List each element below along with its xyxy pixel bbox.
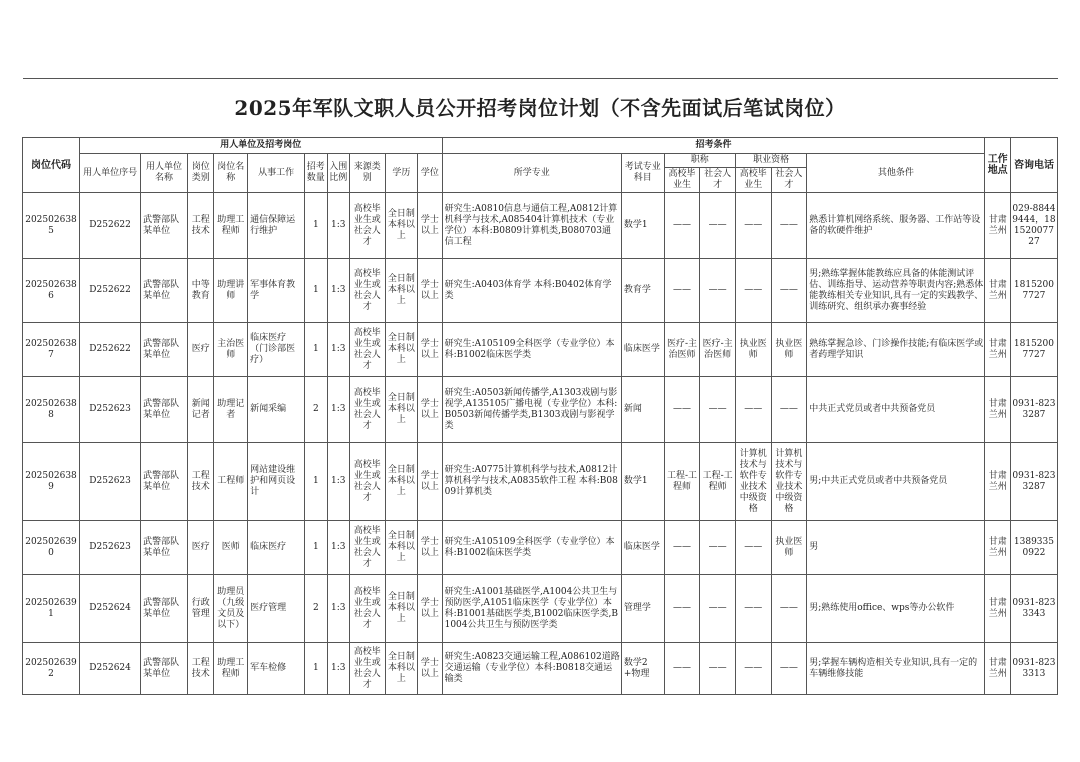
header-cert-social: 社会人才 [771,168,807,193]
cell-unit-name: 武警部队某单位 [141,323,188,377]
cell-post-name: 助理讲师 [214,259,248,323]
cell-exam: 临床医学 [621,521,664,575]
cell-other: 男;熟练使用office、wps等办公软件 [807,575,985,643]
cell-count: 1 [305,643,327,695]
cell-title-grad: —— [664,377,700,443]
cell-degree: 学士以上 [418,377,442,443]
cell-title-grad: —— [664,259,700,323]
cell-education: 全日制本科以上 [385,643,418,695]
cell-phone: 0931-8233287 [1010,443,1057,521]
table-row [23,193,1058,259]
cell-cert-grad: —— [735,575,771,643]
cell-cert-social: 执业医师 [771,323,807,377]
cell-exam: 新闻 [621,377,664,443]
table-row [23,521,1058,575]
cell-major: 研究生:A105109全科医学（专业学位）本科:B1002临床医学类 [442,323,621,377]
cell-source: 高校毕业生或社会人才 [349,377,385,443]
cell-post-type: 中等教育 [187,259,213,323]
cell-other: 熟练掌握急诊、门诊操作技能;有临床医学或者药理学知识 [807,323,985,377]
cell-unit-seq: D252624 [80,643,141,695]
cell-post-code: 2025026387 [23,323,80,377]
cell-cert-grad: —— [735,193,771,259]
cell-title-social: —— [700,193,736,259]
header-source: 来源类别 [349,154,385,193]
cell-post-name: 工程师 [214,443,248,521]
table-row [23,643,1058,695]
cell-title-social: 医疗-主治医师 [700,323,736,377]
cell-degree: 学士以上 [418,443,442,521]
cell-post-name: 助理员（九级文员及以下） [214,575,248,643]
header-count: 招考数量 [305,154,327,193]
cell-unit-seq: D252624 [80,575,141,643]
cell-unit-name: 武警部队某单位 [141,377,188,443]
cell-title-grad: —— [664,193,700,259]
header-post-type: 岗位类别 [187,154,213,193]
cell-unit-seq: D252623 [80,521,141,575]
cell-phone: 0931-8233313 [1010,643,1057,695]
cell-major: 研究生:A0503新闻传播学,A1303戏剧与影视学,A135105广播电视（专业学位）本科:B0503新闻传播学类,B1303戏剧与影视学类 [442,377,621,443]
cell-post-type: 工程技术 [187,193,213,259]
cell-title-grad: 工程-工程师 [664,443,700,521]
cell-source: 高校毕业生或社会人才 [349,259,385,323]
cell-phone: 0931-8233287 [1010,377,1057,443]
cell-post-name: 医师 [214,521,248,575]
cell-location: 甘肃兰州 [985,643,1010,695]
cell-education: 全日制本科以上 [385,377,418,443]
cell-education: 全日制本科以上 [385,323,418,377]
cell-phone: 18152007727 [1010,259,1057,323]
header-ratio: 入围比例 [327,154,349,193]
cell-title-social: —— [700,575,736,643]
cell-post-code: 2025026391 [23,575,80,643]
cell-cert-social: —— [771,575,807,643]
header-work: 从事工作 [248,154,305,193]
header-unit-name: 用人单位名称 [141,154,188,193]
cell-degree: 学士以上 [418,575,442,643]
table-row [23,443,1058,521]
table-row [23,575,1058,643]
cell-major: 研究生:A0775计算机科学与技术,A0812计算机科学与技术,A0835软件工程 本科:B0809计算机类 [442,443,621,521]
cell-cert-social: 计算机技术与软件专业技术中级资格 [771,443,807,521]
cell-degree: 学士以上 [418,193,442,259]
cell-post-code: 2025026389 [23,443,80,521]
cell-title-grad: 医疗-主治医师 [664,323,700,377]
cell-other: 熟悉计算机网络系统、服务器、工作站等设备的软硬件维护 [807,193,985,259]
cell-cert-social: 执业医师 [771,521,807,575]
cell-unit-seq: D252623 [80,377,141,443]
cell-other: 男;掌握车辆构造相关专业知识,具有一定的车辆维修技能 [807,643,985,695]
cell-ratio: 1:3 [327,443,349,521]
cell-count: 1 [305,443,327,521]
cell-post-code: 2025026392 [23,643,80,695]
cell-unit-name: 武警部队某单位 [141,259,188,323]
cell-unit-seq: D252622 [80,323,141,377]
cell-other: 男;中共正式党员或者中共预备党员 [807,443,985,521]
cell-exam: 管理学 [621,575,664,643]
header-phone: 咨询电话 [1010,138,1057,193]
cell-education: 全日制本科以上 [385,259,418,323]
header-title-social: 社会人才 [700,168,736,193]
header-title-group: 职称 [664,154,735,168]
header-degree: 学位 [418,154,442,193]
cell-source: 高校毕业生或社会人才 [349,643,385,695]
cell-post-code: 2025026390 [23,521,80,575]
cell-work: 医疗管理 [248,575,305,643]
cell-work: 临床医疗 [248,521,305,575]
cell-location: 甘肃兰州 [985,443,1010,521]
cell-location: 甘肃兰州 [985,193,1010,259]
cell-degree: 学士以上 [418,323,442,377]
cell-major: 研究生:A0810信息与通信工程,A0812计算机科学与技术,A085404计算机技术（专业学位）本科:B0809计算机类,B080703通信工程 [442,193,621,259]
cell-post-type: 工程技术 [187,443,213,521]
cell-education: 全日制本科以上 [385,443,418,521]
cell-work: 通信保障运行维护 [248,193,305,259]
cell-work: 网站建设维护和网页设计 [248,443,305,521]
cell-unit-seq: D252622 [80,259,141,323]
header-post-code: 岗位代码 [23,138,80,193]
cell-cert-grad: 计算机技术与软件专业技术中级资格 [735,443,771,521]
cell-cert-social: —— [771,193,807,259]
cell-exam: 数学2+物理 [621,643,664,695]
cell-post-name: 助理工程师 [214,643,248,695]
cell-ratio: 1:3 [327,521,349,575]
cell-ratio: 1:3 [327,643,349,695]
cell-work: 军事体育教学 [248,259,305,323]
cell-education: 全日制本科以上 [385,193,418,259]
recruitment-table [22,78,1058,695]
cell-cert-social: —— [771,259,807,323]
cell-cert-social: —— [771,377,807,443]
cell-unit-seq: D252623 [80,443,141,521]
cell-phone: 029-88449444，18152007727 [1010,193,1057,259]
cell-exam: 教育学 [621,259,664,323]
cell-degree: 学士以上 [418,259,442,323]
cell-exam: 数学1 [621,443,664,521]
header-other: 其他条件 [807,154,985,193]
cell-post-code: 2025026385 [23,193,80,259]
cell-post-name: 助理工程师 [214,193,248,259]
cell-post-type: 新闻记者 [187,377,213,443]
cell-education: 全日制本科以上 [385,521,418,575]
group-conditions: 招考条件 [442,138,985,154]
cell-post-code: 2025026388 [23,377,80,443]
table-row [23,259,1058,323]
table-row [23,323,1058,377]
cell-location: 甘肃兰州 [985,575,1010,643]
header-cert-group: 职业资格 [735,154,806,168]
cell-work: 临床医疗（门诊部医疗） [248,323,305,377]
cell-major: 研究生:A0403体育学 本科:B0402体育学类 [442,259,621,323]
cell-count: 2 [305,575,327,643]
cell-location: 甘肃兰州 [985,323,1010,377]
cell-source: 高校毕业生或社会人才 [349,193,385,259]
cell-title-social: —— [700,643,736,695]
cell-unit-seq: D252622 [80,193,141,259]
header-unit-seq: 用人单位序号 [80,154,141,193]
cell-post-code: 2025026386 [23,259,80,323]
table-row [23,377,1058,443]
cell-ratio: 1:3 [327,323,349,377]
cell-work: 军车检修 [248,643,305,695]
cell-location: 甘肃兰州 [985,259,1010,323]
header-major: 所学专业 [442,154,621,193]
cell-post-type: 医疗 [187,521,213,575]
group-employer: 用人单位及招考岗位 [80,138,443,154]
header-location: 工作地点 [985,138,1010,193]
header-exam: 考试专业科目 [621,154,664,193]
cell-other: 男;熟练掌握体能教练应具备的体能测试评估、训练指导、运动营养等职责内容;熟悉体能教练相关专业知识,具有一定的实践教学、训练研究、组织承办赛事经验 [807,259,985,323]
cell-source: 高校毕业生或社会人才 [349,323,385,377]
cell-ratio: 1:3 [327,193,349,259]
cell-major: 研究生:A0823交通运输工程,A086102道路交通运输（专业学位）本科:B0818交通运输类 [442,643,621,695]
cell-ratio: 1:3 [327,377,349,443]
cell-title-social: —— [700,521,736,575]
cell-location: 甘肃兰州 [985,377,1010,443]
cell-work: 新闻采编 [248,377,305,443]
header-post-name: 岗位名称 [214,154,248,193]
cell-post-type: 工程技术 [187,643,213,695]
cell-title-social: —— [700,259,736,323]
cell-phone: 0931-8233343 [1010,575,1057,643]
header-education: 学历 [385,154,418,193]
header-title-grad: 高校毕业生 [664,168,700,193]
cell-major: 研究生:A105109全科医学（专业学位）本科:B1002临床医学类 [442,521,621,575]
cell-title-social: 工程-工程师 [700,443,736,521]
cell-cert-grad: —— [735,643,771,695]
cell-unit-name: 武警部队某单位 [141,443,188,521]
cell-title-grad: —— [664,575,700,643]
cell-count: 2 [305,377,327,443]
cell-phone: 18152007727 [1010,323,1057,377]
cell-count: 1 [305,259,327,323]
cell-ratio: 1:3 [327,259,349,323]
cell-other: 中共正式党员或者中共预备党员 [807,377,985,443]
cell-degree: 学士以上 [418,521,442,575]
cell-source: 高校毕业生或社会人才 [349,575,385,643]
cell-ratio: 1:3 [327,575,349,643]
cell-post-type: 行政管理 [187,575,213,643]
cell-unit-name: 武警部队某单位 [141,575,188,643]
cell-post-type: 医疗 [187,323,213,377]
cell-post-name: 助理记者 [214,377,248,443]
cell-exam: 数学1 [621,193,664,259]
page-title: 2025年军队文职人员公开招考岗位计划（不含先面试后笔试岗位） [23,79,1058,138]
cell-unit-name: 武警部队某单位 [141,521,188,575]
cell-location: 甘肃兰州 [985,521,1010,575]
cell-cert-grad: —— [735,259,771,323]
cell-source: 高校毕业生或社会人才 [349,521,385,575]
cell-title-grad: —— [664,521,700,575]
cell-cert-grad: —— [735,521,771,575]
cell-phone: 13893350922 [1010,521,1057,575]
cell-title-grad: —— [664,643,700,695]
header-cert-grad: 高校毕业生 [735,168,771,193]
cell-source: 高校毕业生或社会人才 [349,443,385,521]
cell-cert-social: —— [771,643,807,695]
recruitment-sheet [22,78,1058,695]
cell-title-social: —— [700,377,736,443]
cell-count: 1 [305,521,327,575]
cell-post-name: 主治医师 [214,323,248,377]
cell-degree: 学士以上 [418,643,442,695]
cell-unit-name: 武警部队某单位 [141,643,188,695]
cell-cert-grad: 执业医师 [735,323,771,377]
cell-other: 男 [807,521,985,575]
cell-count: 1 [305,193,327,259]
cell-cert-grad: —— [735,377,771,443]
cell-unit-name: 武警部队某单位 [141,193,188,259]
cell-exam: 临床医学 [621,323,664,377]
cell-education: 全日制本科以上 [385,575,418,643]
cell-count: 1 [305,323,327,377]
cell-major: 研究生:A1001基础医学,A1004公共卫生与预防医学,A1051临床医学（专业学位）本科:B1001基础医学类,B1002临床医学类,B1004公共卫生与预防医学类 [442,575,621,643]
